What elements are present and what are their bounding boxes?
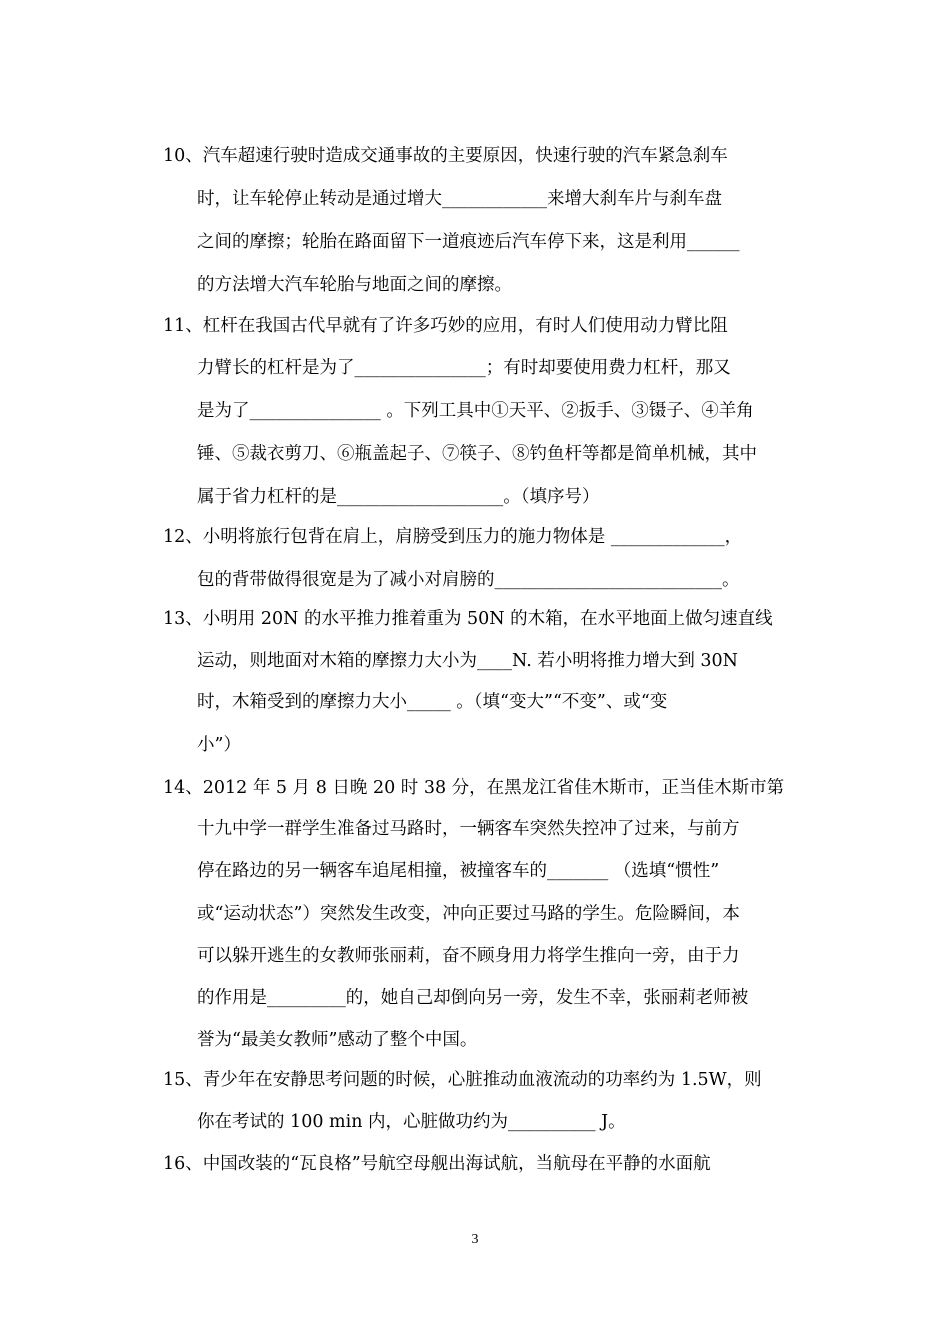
question-11-line-4: 锤、⑤裁衣剪刀、⑥瓶盖起子、⑦筷子、⑧钓鱼杆等都是简单机械，其中 (197, 444, 757, 464)
question-10-line-3: 之间的摩擦；轮胎在路面留下一道痕迹后汽车停下来，这是利用______ (197, 232, 740, 252)
question-14-line-3: 停在路边的另一辆客车追尾相撞，被撞客车的_______ （选填“惯性” (197, 861, 720, 881)
question-15-line-1: 15、青少年在安静思考问题的时候，心脏推动血液流动的功率约为 1.5W，则 (163, 1070, 762, 1090)
question-12-line-2: 包的背带做得很宽是为了减小对肩膀的__________________________。 (197, 570, 740, 590)
question-11-line-1: 11、杠杆在我国古代早就有了许多巧妙的应用，有时人们使用动力臂比阻 (163, 316, 728, 336)
question-14-line-6: 的作用是_________的，她自己却倒向另一旁，发生不幸，张丽莉老师被 (197, 988, 749, 1008)
question-14-line-2: 十九中学一群学生准备过马路时，一辆客车突然失控冲了过来，与前方 (197, 819, 740, 839)
question-14-line-1: 14、2012 年 5 月 8 日晚 20 时 38 分，在黑龙江省佳木斯市，正当佳木斯市第 (163, 778, 785, 798)
question-10-line-1: 10、汽车超速行驶时造成交通事故的主要原因，快速行驶的汽车紧急刹车 (163, 146, 728, 166)
question-13-line-4: 小”） (197, 735, 241, 755)
page-number: 3 (471, 1232, 479, 1247)
question-14-line-5: 可以躲开逃生的女教师张丽莉，奋不顾身用力将学生推向一旁，由于力 (197, 946, 740, 966)
question-11-line-2: 力臂长的杠杆是为了_______________；有时却要使用费力杠杆，那又 (197, 358, 731, 378)
question-13-line-1: 13、小明用 20N 的水平推力推着重为 50N 的木箱，在水平地面上做匀速直线 (163, 609, 773, 629)
question-13-line-3: 时，木箱受到的摩擦力大小_____ 。（填“变大”“不变”、或“变 (197, 692, 668, 712)
question-10-line-2: 时，让车轮停止转动是通过增大____________来增大刹车片与刹车盘 (197, 189, 722, 209)
question-11-line-5: 属于省力杠杆的是___________________。（填序号） (197, 487, 600, 507)
question-14-line-4: 或“运动状态”）突然发生改变，冲向正要过马路的学生。危险瞬间，本 (197, 904, 740, 924)
question-10-line-4: 的方法增大汽车轮胎与地面之间的摩擦。 (197, 275, 512, 295)
question-14-line-7: 誉为“最美女教师”感动了整个中国。 (197, 1030, 478, 1050)
question-15-line-2: 你在考试的 100 min 内，心脏做功约为__________ J。 (197, 1112, 626, 1132)
question-12-line-1: 12、小明将旅行包背在肩上，肩膀受到压力的施力物体是 _____________， (163, 527, 743, 547)
question-13-line-2: 运动，则地面对木箱的摩擦力大小为____N. 若小明将推力增大到 30N (197, 651, 738, 671)
question-16-line-1: 16、中国改装的“瓦良格”号航空母舰出海试航，当航母在平静的水面航 (163, 1154, 711, 1174)
question-11-line-3: 是为了_______________ 。下列工具中①天平、②扳手、③镊子、④羊角 (197, 401, 754, 421)
